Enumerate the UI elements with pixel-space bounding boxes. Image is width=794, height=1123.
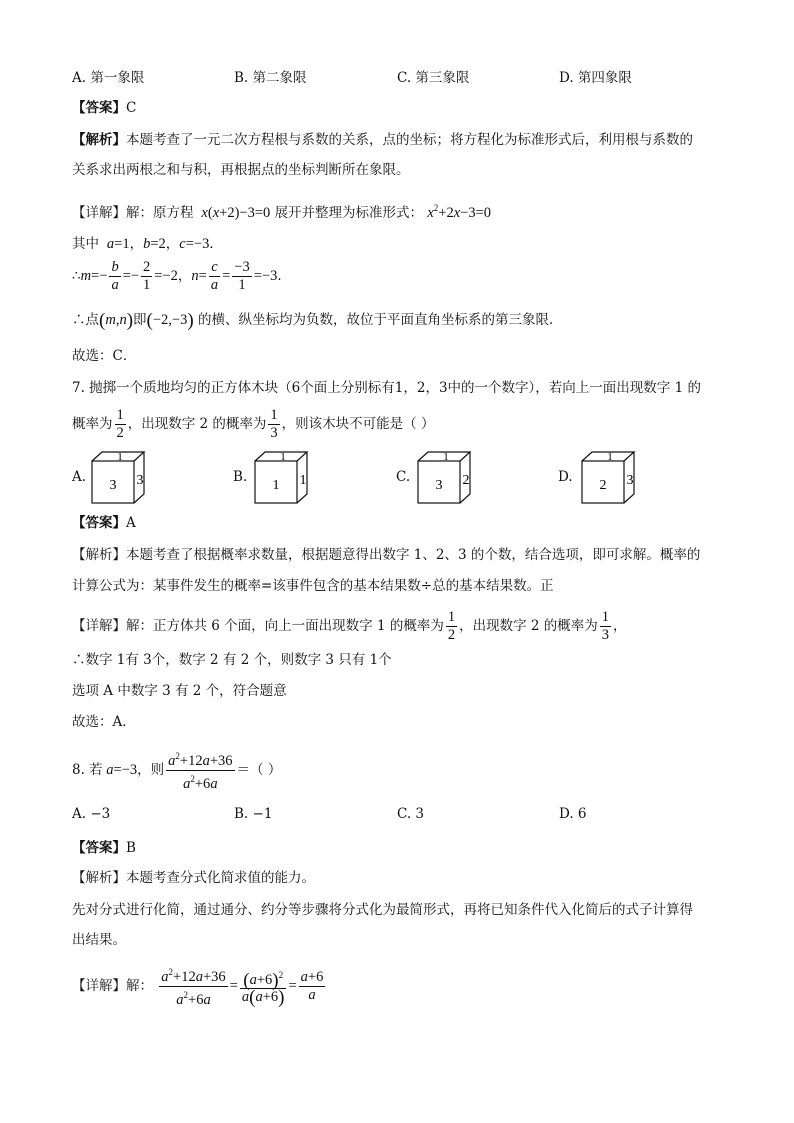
cube-front-label: 3 [435, 478, 443, 493]
q6-option-a: A. 第一象限 [72, 70, 145, 86]
q7-option-c-letter: C. [396, 469, 411, 485]
condition: a=−3 [102, 761, 138, 778]
q8-answer [72, 838, 136, 858]
analysis-tag: 【解析】 [72, 547, 126, 563]
cube-side-label: 3 [136, 473, 144, 488]
q6-detail-line-2: 其中 a=1，b=2，c=−3． [72, 236, 223, 252]
q7-conclusion: 故选：A． [72, 714, 136, 730]
detail-tag: 【详解】 [72, 978, 126, 994]
q6-option-b: B. 第二象限 [234, 70, 307, 86]
q6-option-d: D. 第四象限 [559, 70, 632, 86]
detail-text: 展开并整理为标准形式： [274, 204, 424, 221]
analysis-tag: 【解析】 [72, 132, 126, 148]
answer-tag: 【答案】 [72, 840, 126, 856]
answer-tag: 【答案】 [72, 100, 126, 116]
cube-side-label: 2 [462, 473, 470, 488]
cube-top-label: 1 [117, 451, 123, 463]
fraction-2-over-1: $\frac{2}{1}$ [143, 259, 151, 293]
q7-option-d-letter: D. [558, 469, 573, 485]
detail-text: 解：原方程 [126, 204, 194, 221]
q6-detail-line-4: ∴点(m,n)即(−2,−3) 的横、纵坐标均为负数，故位于平面直角坐标系的第三象限． [72, 310, 563, 331]
q7-cube-b [253, 451, 317, 505]
cube-front-label: 2 [599, 478, 607, 493]
stem-text: ，出现数字 2 的概率为 [127, 416, 267, 432]
cube-top-label: 1 [280, 451, 286, 463]
q8-option-a: A. −3 [72, 806, 111, 822]
q6-analysis-line-1 [72, 130, 693, 150]
q7-cube-d [580, 451, 644, 505]
answer-value: A [126, 515, 136, 531]
fraction-original: $\frac{a^2+12a+36}{a^2+6a}$ [159, 964, 227, 1009]
fraction-one-third: $\frac{1}{3}$ [270, 407, 278, 441]
q7-option-a-letter: A. [72, 469, 87, 485]
answer-value: B [126, 840, 136, 856]
cube-top-label: 1 [443, 451, 449, 463]
stem-text: ，则该木块不可能是（ ） [281, 416, 435, 432]
q6-detail-line-3: ∴m=− $\frac{b}{a}$ =− $\frac{2}{1}$ =−2，n= $\frac{c}{a}$ = $\frac{-3}{1}$ =−3． [72, 259, 291, 293]
detail-text: 其中 [72, 236, 99, 252]
q7-analysis-line-2: 计算公式为：某事件发生的概率=该事件包含的基本结果数÷总的基本结果数。正 [72, 578, 554, 594]
q6-detail-line-1 [72, 198, 491, 223]
stem-text: ，则 [137, 761, 165, 778]
stem-text: ＝（ ） [236, 761, 282, 778]
q8-option-c: C. 3 [397, 806, 425, 822]
q8-analysis-line-1 [72, 868, 315, 888]
detail-text: ， [613, 618, 627, 634]
answer-tag: 【答案】 [72, 515, 126, 531]
equation-standard: $x^2+2x-3=0$ [427, 203, 492, 221]
cube-side-label: 1 [299, 473, 307, 488]
fraction-one-third: $\frac{1}{3}$ [601, 609, 610, 643]
detail-text: 解： [126, 978, 153, 994]
q7-stem-line-2 [72, 404, 434, 444]
q7-stem-line-1: 7. 抛掷一个质地均匀的正方体木块（6个面上分别标有1，2，3中的一个数字），若向上一面出现数字 1 的 [72, 380, 701, 396]
analysis-text: 本题考查了一元二次方程根与系数的关系，点的坐标；将方程化为标准形式后，利用根与系数的 [126, 132, 693, 148]
equation-original: x(x+2)−3=0 [197, 204, 271, 221]
q8-option-d: D. 6 [559, 806, 587, 822]
fraction-neg3-over-1: $\frac{-3}{1}$ [234, 259, 250, 293]
analysis-text: 本题考查分式化简求值的能力。 [126, 870, 315, 886]
q6-analysis-line-2: 关系求出两根之和与积，再根据点的坐标判断所在象限。 [72, 162, 410, 178]
q8-detail-line-1: 【详解】解： $\frac{a^2+12a+36}{a^2+6a}$ = $\frac{(a+6)^2}{a(a+6)}$ = $\frac{a+6}{a}$ [72, 962, 327, 1010]
q6-option-c: C. 第三象限 [397, 70, 470, 86]
q6-conclusion: 故选：C． [72, 348, 137, 364]
cube-top-label: 1 [607, 451, 613, 463]
fraction-simplified: $\frac{a+6}{a}$ [300, 969, 324, 1003]
fraction-factored: $\frac{(a+6)^2}{a(a+6)}$ [240, 967, 287, 1007]
q7-option-b-letter: B. [233, 469, 248, 485]
detail-tag: 【详解】 [72, 204, 126, 221]
detail-text: ，出现数字 2 的概率为 [459, 618, 598, 634]
analysis-tag: 【解析】 [72, 870, 126, 886]
cube-side-label: 3 [626, 473, 634, 488]
cube-front-label: 1 [272, 478, 280, 493]
q8-option-b: B. −1 [234, 806, 273, 822]
coefficients: a=1 [103, 236, 130, 252]
q7-detail-line-2: ∴数字 1有 3个，数字 2 有 2 个，则数字 3 只有 1个 [72, 652, 392, 668]
stem-text: 概率为 [72, 416, 113, 432]
q7-answer [72, 513, 136, 533]
answer-value: C [126, 100, 137, 116]
fraction-one-half: $\frac{1}{2}$ [116, 407, 124, 441]
q8-stem [72, 748, 282, 792]
fraction-one-half: $\frac{1}{2}$ [447, 609, 456, 643]
q8-analysis-line-3: 出结果。 [72, 932, 126, 948]
detail-text: 解：正方体共 6 个面，向上一面出现数字 1 的概率为 [126, 618, 444, 634]
q7-cube-c [416, 451, 480, 505]
q7-cube-a [90, 451, 154, 505]
analysis-text: 本题考查了根据概率求数量，根据题意得出数字 1、2、3 的个数，结合选项，即可求解。概率的 [126, 547, 701, 563]
cube-front-label: 3 [109, 478, 117, 493]
point-value: (−2,−3) [146, 310, 194, 331]
q6-answer [72, 98, 136, 118]
point-mn: (m,n) [99, 310, 134, 331]
q7-detail-line-3: 选项 A 中数字 3 有 2 个，符合题意 [72, 683, 287, 699]
stem-text: 8. 若 [72, 761, 103, 778]
detail-tag: 【详解】 [72, 618, 126, 634]
q7-detail-line-1 [72, 606, 627, 646]
fraction-expression: $\frac{a^2+12a+36}{a^2+6a}$ [166, 748, 234, 793]
q8-analysis-line-2: 先对分式进行化简，通过通分、约分等步骤将分式化为最简形式，再将已知条件代入化简后的式子计算得 [72, 902, 693, 918]
fraction-b-over-a: $\frac{b}{a}$ [111, 259, 119, 293]
q7-analysis-line-1 [72, 545, 700, 565]
therefore-symbol: ∴ [72, 268, 81, 284]
fraction-c-over-a: $\frac{c}{a}$ [210, 259, 219, 293]
